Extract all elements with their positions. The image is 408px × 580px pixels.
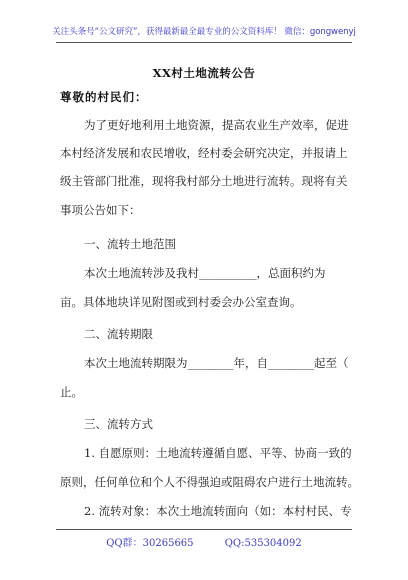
section-heading: 一、流转土地范围 <box>84 237 176 251</box>
body-line: 事项公告如下： <box>60 203 141 217</box>
header-note: 关注头条号“公文研究”，获得最新最全最专业的公文资料库！ 微信：gongwenyj <box>52 27 356 37</box>
body-line: 级主管部门批准，现将我村部分土地进行流转。现将有关 <box>60 174 348 188</box>
body-line: 本村经济发展和农民增收，经村委会研究决定，并报请上 <box>60 146 348 160</box>
body-line: 本次土地流转期限为________年，自________起至（ <box>84 356 349 370</box>
body-line: 止。 <box>60 385 83 399</box>
header-divider <box>56 42 352 43</box>
body-line: 原则，任何单位和个人不得强迫或阻碍农户进行土地流转。 <box>60 475 359 489</box>
footer-divider <box>56 529 352 530</box>
body-line: 2. 流转对象：本次土地流转面向（如：本村村民、专 <box>84 504 352 518</box>
footer-qq-group: QQ群：30265665 <box>106 538 194 549</box>
body-line: 1. 自愿原则：土地流转遵循自愿、平等、协商一致的 <box>84 446 352 460</box>
salutation: 尊敬的村民们： <box>60 90 148 104</box>
section-heading: 二、流转期限 <box>84 327 153 341</box>
body-line: 亩。具体地块详见附图或到村委会办公室查询。 <box>60 295 302 309</box>
document-title: XX村土地流转公告 <box>152 66 256 80</box>
footer-qq-number: QQ:535304092 <box>224 538 302 549</box>
section-heading: 三、流转方式 <box>84 417 153 431</box>
footer-contacts <box>0 534 408 549</box>
body-line: 本次土地流转涉及我村__________，总面积约为 <box>84 266 326 280</box>
body-line: 为了更好地利用土地资源，提高农业生产效率，促进 <box>84 118 349 132</box>
